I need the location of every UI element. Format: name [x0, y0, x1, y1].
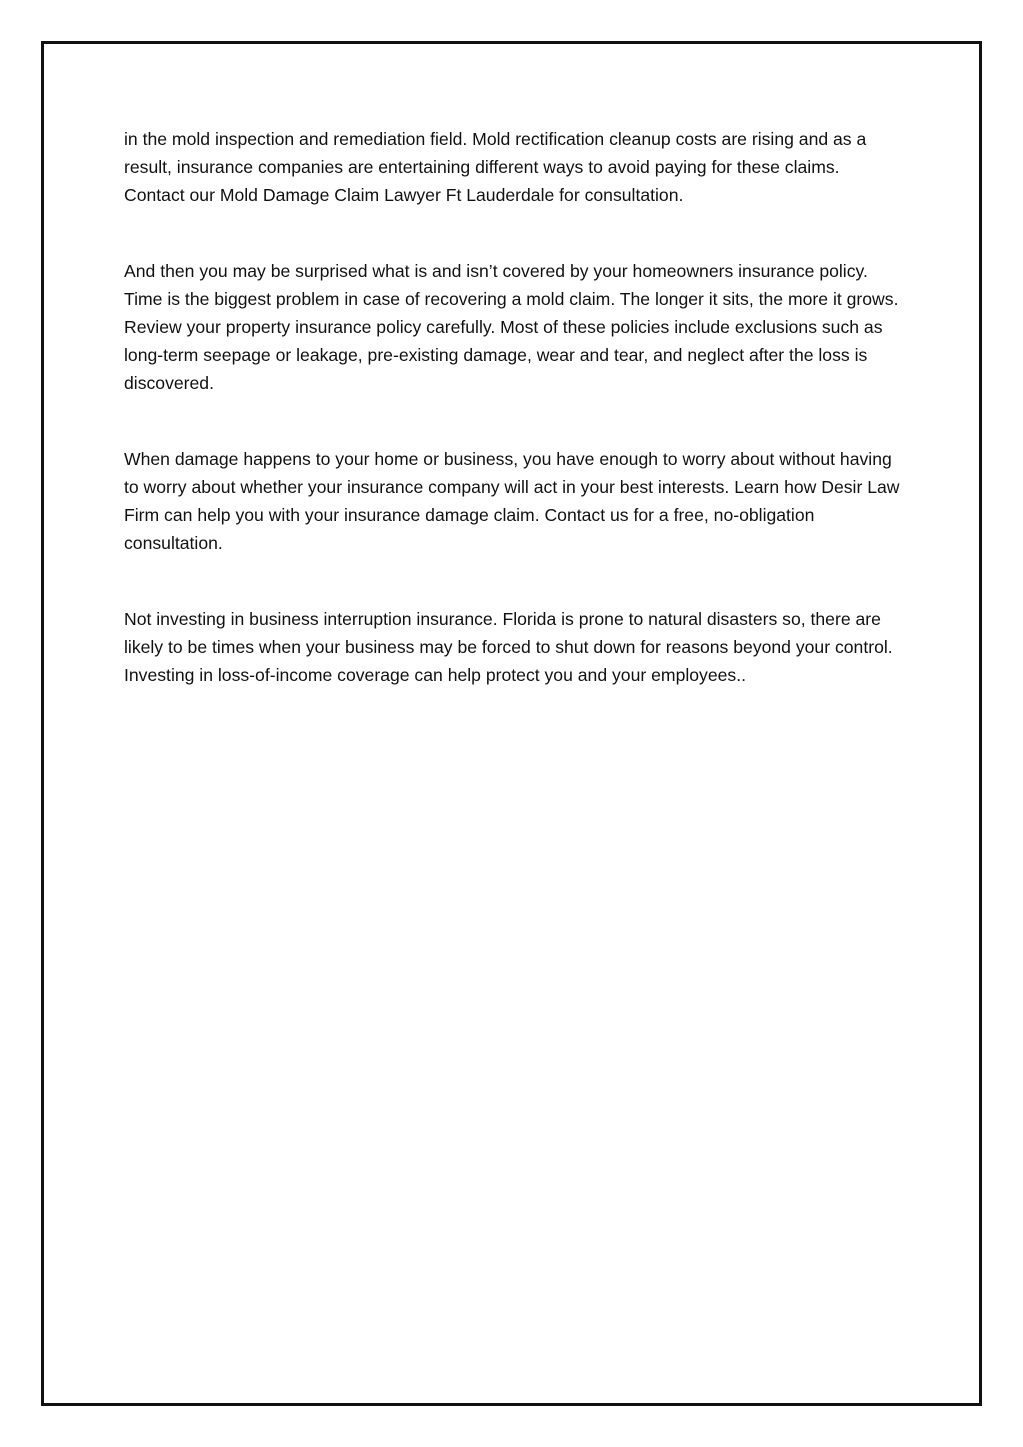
- paragraph-business-interruption: Not investing in business interruption insurance. Florida is prone to natural disasters so, there are likely to be times when your business may be forced to shut down for reasons beyond your control. Investing in loss-of-income coverage can help protect you and your employees..: [124, 609, 893, 685]
- document-body: [124, 125, 904, 737]
- page-frame: [41, 41, 982, 1406]
- paragraph-mold-claims: in the mold inspection and remediation field. Mold rectification cleanup costs are rising and as a result, insurance companies are entertaining different ways to avoid paying for these claims. Contact our Mold Damage Claim Lawyer Ft Lauderdale for consultation.: [124, 129, 867, 205]
- paragraph-coverage: And then you may be surprised what is and isn’t covered by your homeowners insurance policy. Time is the biggest problem in case of recovering a mold claim. The longer it sits, the more it grows. Review your property insurance policy carefully. Most of these policies include exclusions such as long-term seepage or leakage, pre-existing damage, wear and tear, and neglect after the loss is discovered.: [124, 261, 899, 393]
- paragraph-damage-help: When damage happens to your home or business, you have enough to worry about without having to worry about whether your insurance company will act in your best interests. Learn how Desir Law Firm can help you with your insurance damage claim. Contact us for a free, no-obligation consultation.: [124, 449, 900, 553]
